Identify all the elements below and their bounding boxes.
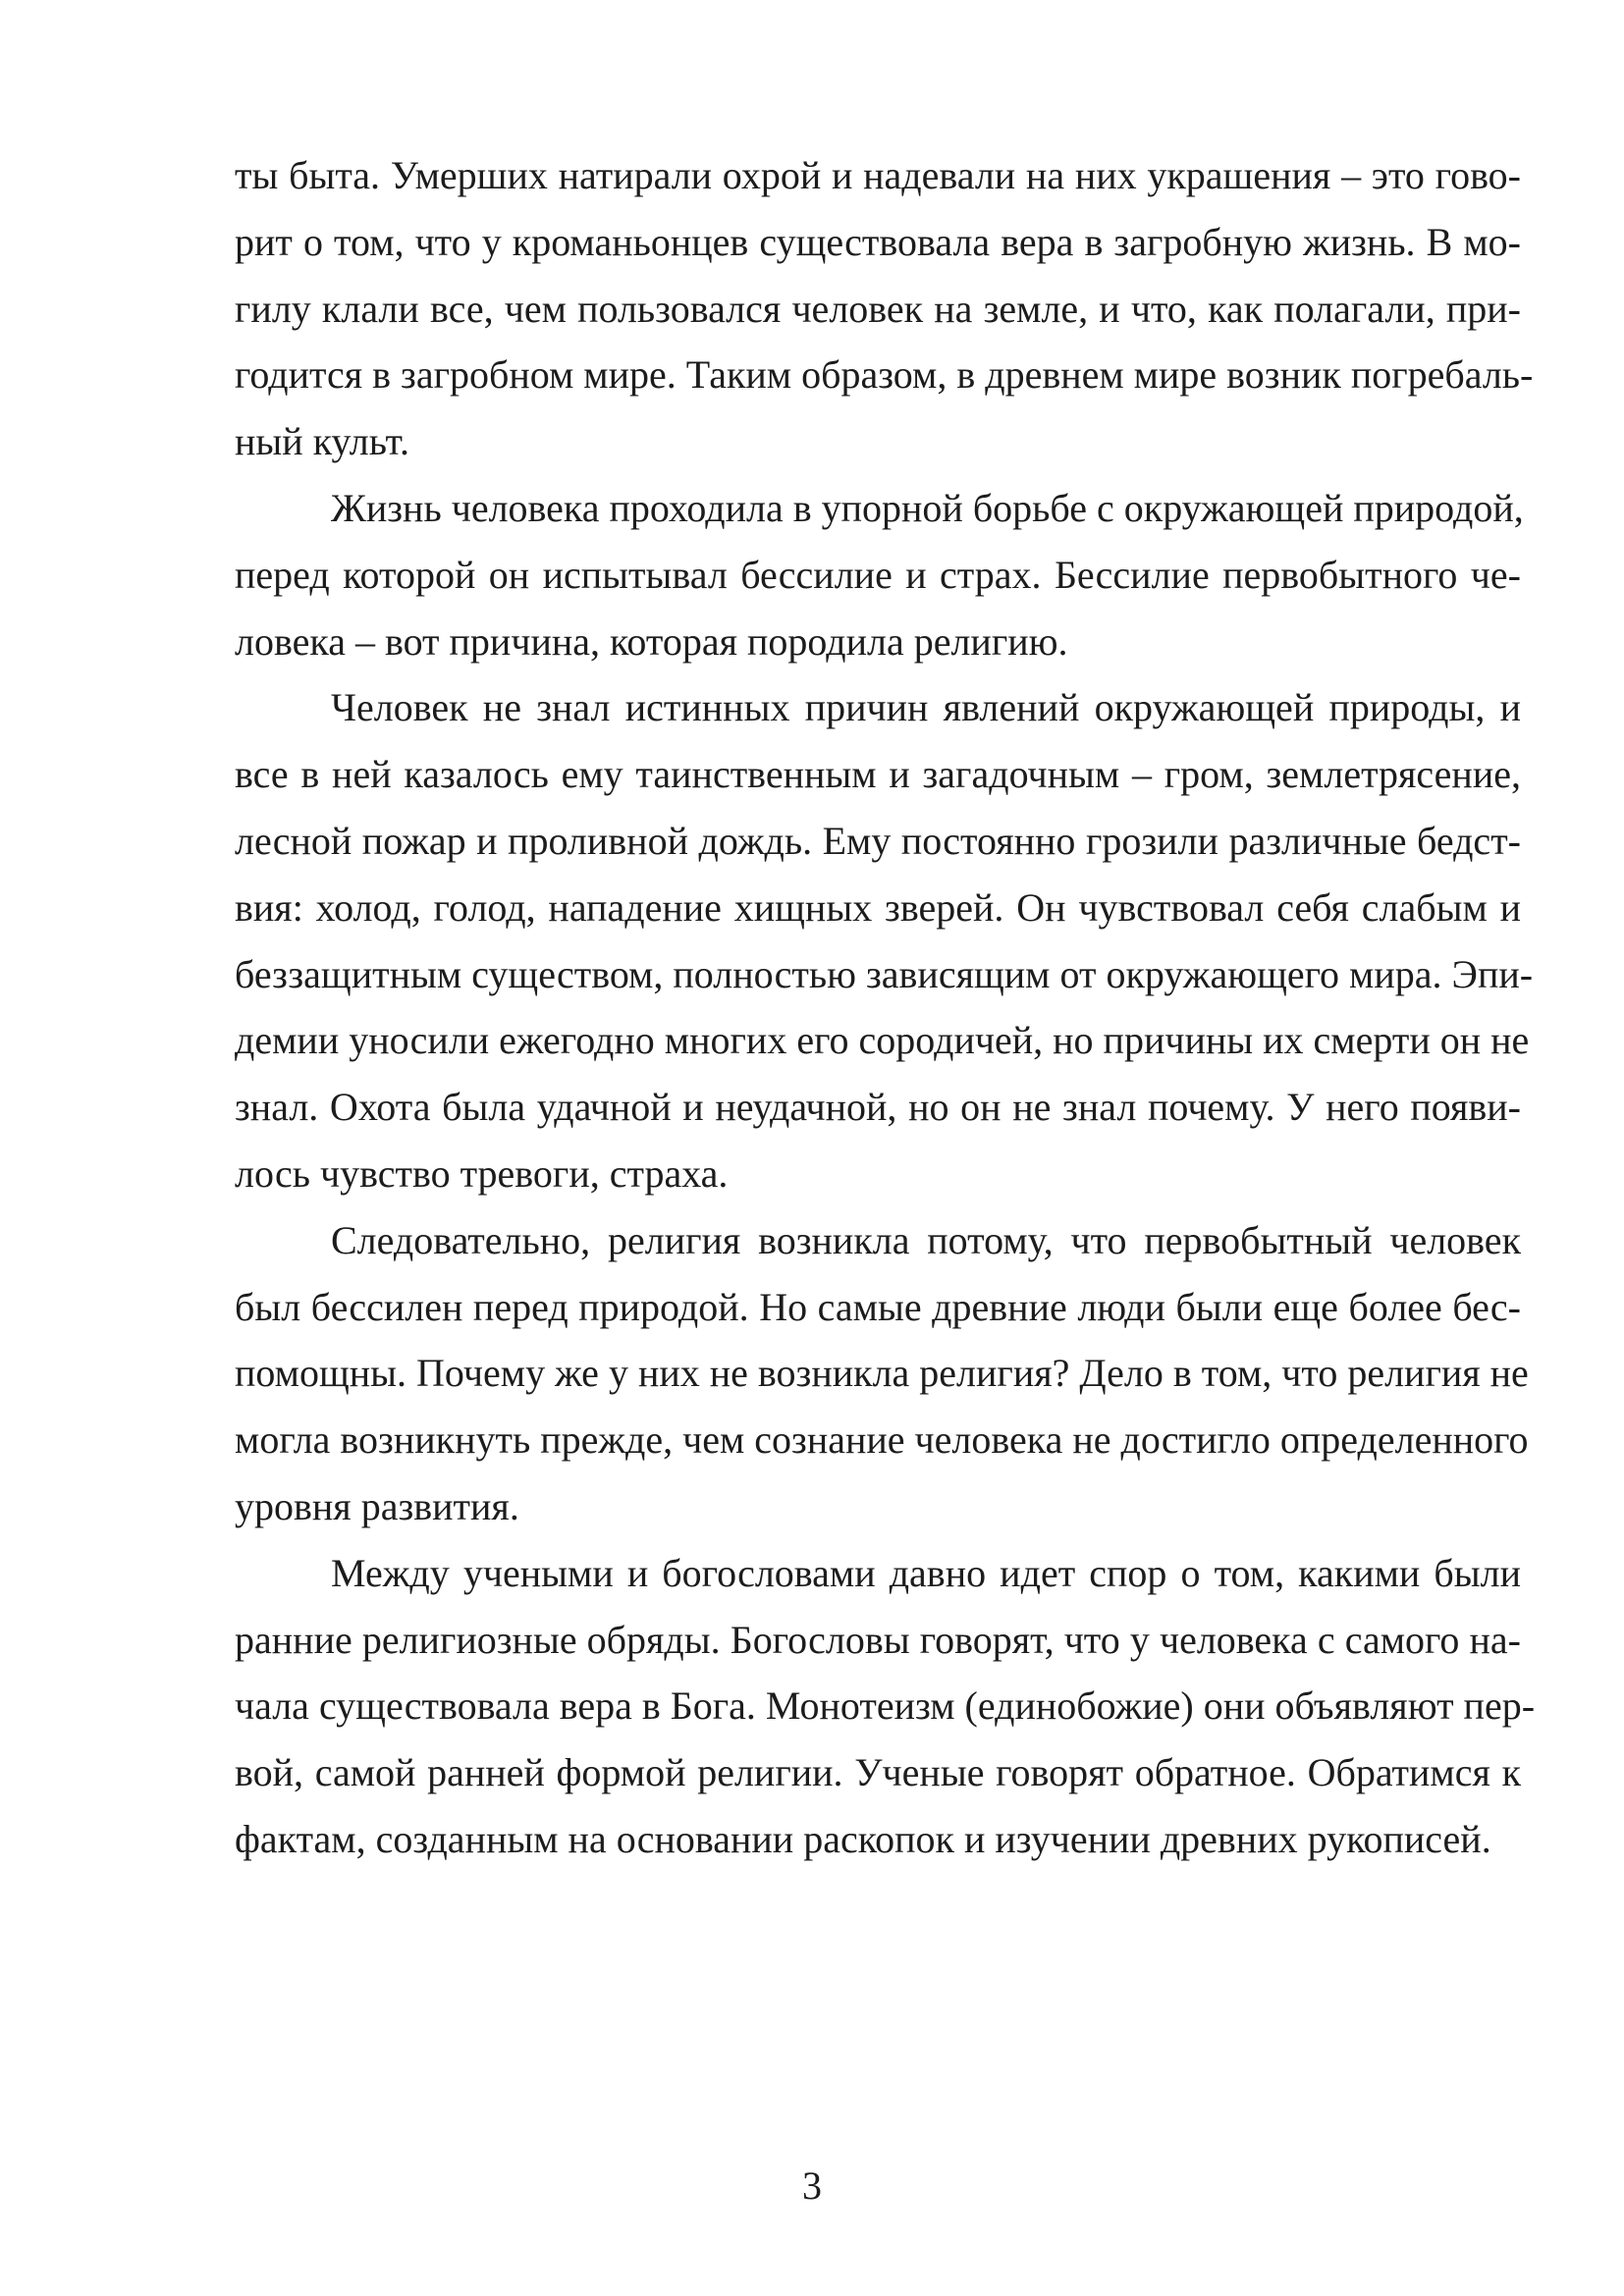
text-line: лесной пожар и проливной дождь. Ему постоянно грозили различные бедст- — [235, 818, 1521, 863]
text-line: Человек не знал истинных причин явлений окружающей природы, и — [331, 685, 1521, 730]
text-line: годится в загробном мире. Таким образом, в древнем мире возник погребаль- — [235, 352, 1534, 398]
paragraph — [235, 142, 1534, 475]
paragraph — [235, 475, 1524, 674]
page-number: 3 — [802, 2163, 822, 2208]
text-line: вой, самой ранней формой религии. Ученые говорят обратное. Обратимся к — [235, 1750, 1521, 1795]
paragraph — [235, 1540, 1536, 1873]
text-line: гилу клали все, чем пользовался человек на земле, и что, как полагали, при- — [235, 286, 1521, 331]
text-line: вия: холод, голод, нападение хищных зверей. Он чувствовал себя слабым и — [235, 884, 1521, 930]
text-line: демии уносили ежегодно многих его сородичей, но причины их смерти он не — [235, 1018, 1530, 1063]
text-line: помощны. Почему же у них не возникла религия? Дело в том, что религия не — [235, 1351, 1529, 1396]
text-line: знал. Охота была удачной и неудачной, но он не знал почему. У него появи- — [235, 1085, 1521, 1130]
text-line: ранние религиозные обряды. Богословы говорят, что у человека с самого на- — [235, 1617, 1521, 1662]
text-line: Жизнь человека проходила в упорной борьбе с окружающей природой, — [331, 485, 1524, 530]
text-line: лось чувство тревоги, страха. — [235, 1150, 729, 1196]
text-line: уровня развития. — [235, 1483, 519, 1528]
text-line: ный культ. — [235, 419, 409, 464]
text-line: чала существовала вера в Бога. Монотеизм (единобожие) они объявляют пер- — [235, 1683, 1536, 1729]
body-text — [235, 142, 1536, 1873]
text-line: Между учеными и богословами давно идет спор о том, какими были — [331, 1550, 1521, 1595]
text-line: рит о том, что у кроманьонцев существовала вера в загробную жизнь. В мо- — [235, 219, 1521, 264]
text-line: беззащитным существом, полностью зависящим от окружающего мира. Эпи- — [235, 951, 1534, 996]
text-line: ловека – вот причина, которая породила религию. — [235, 618, 1068, 664]
paragraph — [235, 1207, 1529, 1540]
text-line: ты быта. Умерших натирали охрой и надевали на них украшения – это гово- — [235, 153, 1521, 197]
paragraph — [235, 674, 1534, 1206]
text-line: фактам, созданным на основании раскопок и изучении древних рукописей. — [235, 1816, 1491, 1861]
text-line: перед которой он испытывал бессилие и страх. Бессилие первобытного че- — [235, 552, 1521, 597]
text-line: могла возникнуть прежде, чем сознание человека не достигло определенного — [235, 1417, 1529, 1463]
text-line: все в ней казалось ему таинственным и загадочным – гром, землетрясение, — [235, 752, 1521, 797]
text-line: Следовательно, религия возникла потому, что первобытный человек — [331, 1217, 1521, 1262]
text-line: был бессилен перед природой. Но самые древние люди были еще более бес- — [235, 1284, 1521, 1329]
